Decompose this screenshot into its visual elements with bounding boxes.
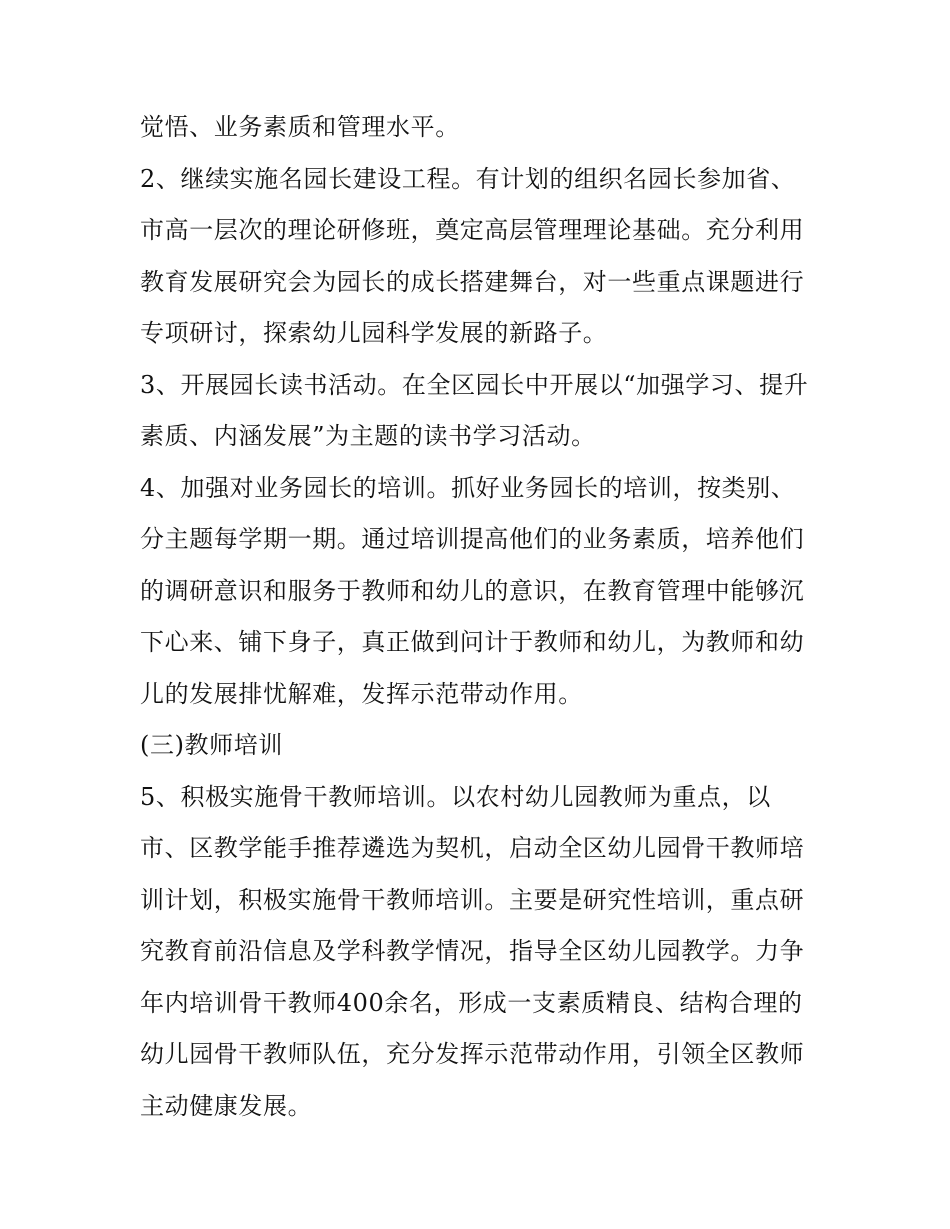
text-line: 教育发展研究会为园长的成长搭建舞台，对一些重点课题进行: [140, 267, 805, 296]
section-heading: (三)教师培训: [140, 731, 283, 759]
text-line: 2、继续实施名园长建设工程。有计划的组织名园长参加省、: [140, 164, 796, 193]
text-line: 训计划，积极实施骨干教师培训。主要是研究性培训，重点研: [140, 885, 805, 914]
text-line: 市、区教学能手推荐遴选为契机，启动全区幼儿园骨干教师培: [140, 834, 805, 862]
text-line: 素质、内涵发展”为主题的读书学习活动。: [140, 422, 596, 450]
text-line: 究教育前沿信息及学科教学情况，指导全区幼儿园教学。力争: [140, 937, 805, 965]
text-line: 觉悟、业务素质和管理水平。: [140, 113, 460, 141]
text-line: 专项研讨，探索幼儿园科学发展的新路子。: [140, 319, 608, 347]
document-body: [140, 102, 820, 1132]
text-line: 5、积极实施骨干教师培训。以农村幼儿园教师为重点，以: [140, 782, 771, 811]
text-line: 儿的发展排忧解难，发挥示范带动作用。: [140, 679, 583, 708]
text-line: 4、加强对业务园长的培训。抓好业务园长的培训，按类别、: [140, 473, 796, 502]
text-line: 的调研意识和服务于教师和幼儿的意识，在教育管理中能够沉: [140, 576, 805, 605]
text-line: 分主题每学期一期。通过培训提高他们的业务素质，培养他们: [140, 525, 805, 553]
text-line: 下心来、铺下身子，真正做到问计于教师和幼儿，为教师和幼: [140, 628, 805, 656]
text-line: 市高一层次的理论研修班，奠定高层管理理论基础。充分利用: [140, 216, 805, 244]
text-line: 幼儿园骨干教师队伍，充分发挥示范带动作用，引领全区教师: [140, 1040, 805, 1068]
text-line: 3、开展园长读书活动。在全区园长中开展以“加强学习、提升: [140, 370, 809, 399]
text-line: 主动健康发展。: [140, 1091, 313, 1120]
text-line: 年内培训骨干教师400余名，形成一支素质精良、结构合理的: [140, 988, 803, 1017]
